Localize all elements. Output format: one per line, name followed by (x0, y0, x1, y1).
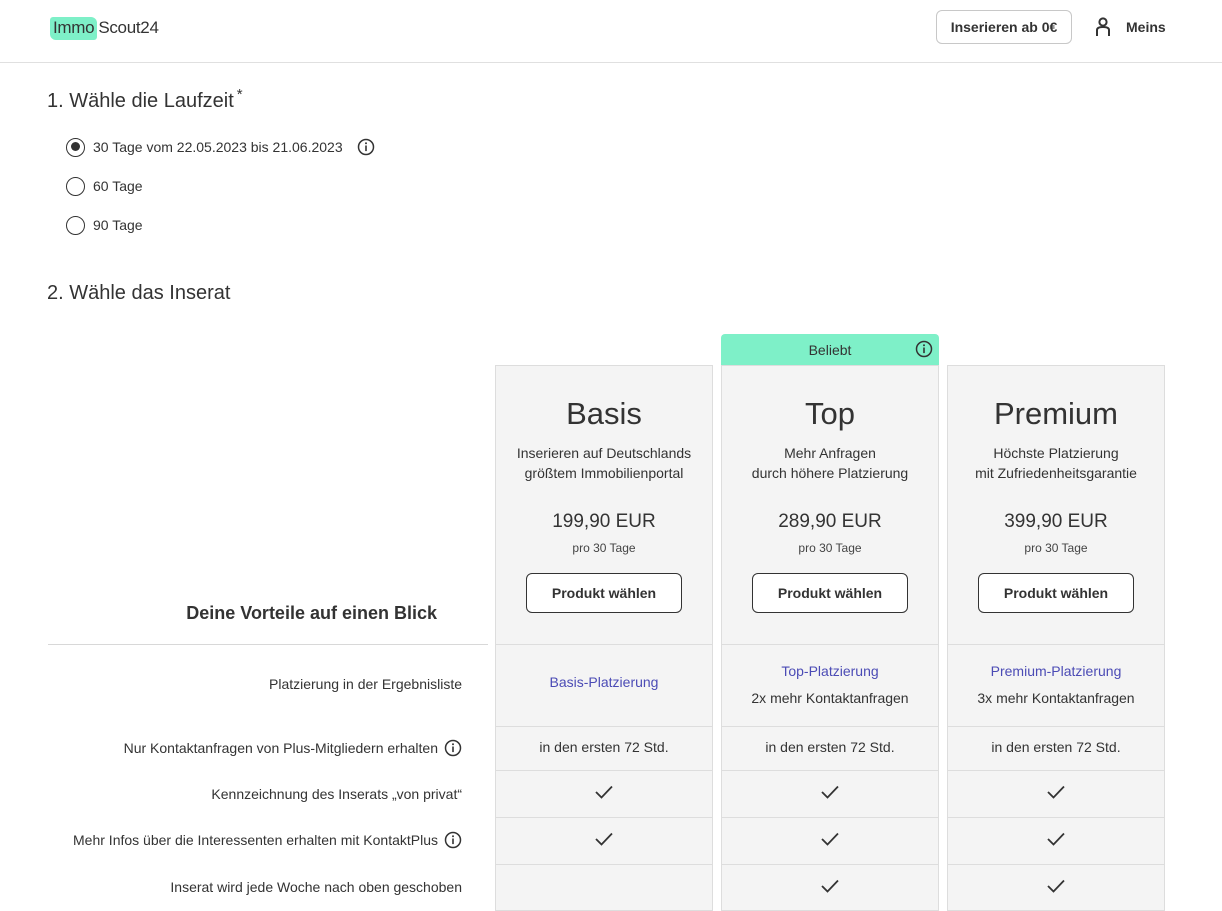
plan-description (496, 443, 712, 483)
listing-section-title: 2. Wähle das Inserat (47, 282, 231, 304)
radio-button[interactable] (66, 216, 85, 235)
logo-immo-text: Immo (50, 17, 97, 40)
plan-period: pro 30 Tage (572, 541, 636, 555)
runtime-title-text: 1. Wähle die Laufzeit (47, 90, 234, 112)
account-menu[interactable] (1094, 10, 1166, 44)
feature-label-placement (269, 676, 462, 692)
placement-link[interactable]: Basis-Platzierung (549, 674, 659, 690)
check-icon (947, 831, 1165, 847)
plus-members-cell-top: in den ersten 72 Std. (765, 739, 895, 755)
placement-subtext: 3x mehr Kontaktanfragen (977, 690, 1135, 706)
runtime-option-90[interactable] (66, 214, 143, 236)
plus-members-cell-premium: in den ersten 72 Std. (991, 739, 1121, 755)
plan-description-line: durch höhere Platzierung (751, 465, 909, 481)
plan-name: Top (805, 396, 855, 431)
plan-price: 199,90 EUR (552, 511, 656, 532)
plus-members-cell-basis: in den ersten 72 Std. (539, 739, 669, 755)
runtime-section-title (47, 86, 243, 113)
check-icon (495, 831, 713, 847)
column-gap (939, 644, 947, 911)
check-icon (947, 878, 1165, 894)
plan-description (948, 443, 1164, 483)
feature-label-text: Nur Kontaktanfragen von Plus-Mitgliedern erhalten (123, 740, 438, 756)
placement-link[interactable]: Top-Platzierung (781, 663, 879, 679)
logo-scout-text: Scout24 (98, 18, 159, 37)
runtime-option-label: 60 Tage (93, 178, 143, 194)
plan-column-premium (947, 365, 1165, 911)
feature-label-text: Platzierung in der Ergebnisliste (269, 676, 462, 692)
row-divider (495, 817, 1165, 818)
info-icon[interactable] (444, 739, 462, 757)
plan-price: 289,90 EUR (778, 511, 882, 532)
check-icon (947, 784, 1165, 800)
row-divider (495, 726, 1165, 727)
placement-subtext: 2x mehr Kontaktanfragen (751, 690, 909, 706)
popular-badge (721, 334, 939, 365)
info-icon[interactable] (915, 340, 933, 358)
choose-premium-button[interactable]: Produkt wählen (978, 573, 1134, 613)
top-header (0, 0, 1222, 63)
user-icon (1094, 17, 1112, 37)
feature-label-private (211, 786, 462, 802)
check-icon (495, 784, 713, 800)
feature-label-plus-members (124, 739, 462, 757)
placement-cell-basis (495, 669, 713, 696)
insert-listing-button[interactable]: Inserieren ab 0€ (936, 10, 1072, 44)
feature-label-text: Inserat wird jede Woche nach oben geschoben (170, 879, 462, 895)
plan-name: Basis (566, 396, 642, 431)
row-divider (495, 770, 1165, 771)
plan-description-line: mit Zufriedenheitsgarantie (975, 465, 1137, 481)
feature-label-text: Kennzeichnung des Inserats „von privat“ (211, 786, 462, 802)
plan-period: pro 30 Tage (1024, 541, 1088, 555)
placement-cell-premium (947, 658, 1165, 712)
required-marker: * (236, 86, 243, 103)
runtime-option-label: 30 Tage vom 22.05.2023 bis 21.06.2023 (93, 139, 343, 155)
divider (48, 644, 488, 645)
radio-button-checked[interactable] (66, 138, 85, 157)
choose-basis-button[interactable]: Produkt wählen (526, 573, 682, 613)
feature-label-text: Mehr Infos über die Interessenten erhalten mit KontaktPlus (73, 832, 438, 848)
feature-label-weekly-push (170, 879, 462, 895)
plan-price: 399,90 EUR (1004, 511, 1108, 532)
account-label: Meins (1126, 19, 1166, 35)
check-icon (721, 878, 939, 894)
immoscout24-logo[interactable] (50, 16, 159, 40)
runtime-option-label: 90 Tage (93, 217, 143, 233)
popular-badge-label: Beliebt (808, 341, 852, 358)
row-divider (495, 864, 1165, 865)
row-divider (495, 644, 1165, 645)
plan-description (722, 443, 938, 483)
plan-description-line: Inserieren auf Deutschlands (516, 445, 692, 461)
runtime-option-30[interactable] (66, 136, 375, 158)
plan-description-line: größtem Immobilienportal (524, 465, 684, 481)
plan-period: pro 30 Tage (798, 541, 862, 555)
check-icon (721, 784, 939, 800)
column-gap (713, 644, 721, 911)
info-icon[interactable] (357, 138, 375, 156)
plan-name: Premium (993, 396, 1118, 431)
plan-column-basis (495, 365, 713, 911)
runtime-option-60[interactable] (66, 175, 143, 197)
choose-top-button[interactable]: Produkt wählen (752, 573, 908, 613)
plan-column-top (721, 365, 939, 911)
placement-cell-top (721, 658, 939, 712)
benefits-title: Deine Vorteile auf einen Blick (186, 603, 437, 623)
check-icon (721, 831, 939, 847)
placement-link[interactable]: Premium-Platzierung (990, 663, 1122, 679)
feature-label-kontaktplus (73, 831, 462, 849)
info-icon[interactable] (444, 831, 462, 849)
plan-description-line: Mehr Anfragen (784, 445, 876, 461)
plan-description-line: Höchste Platzierung (993, 445, 1119, 461)
radio-button[interactable] (66, 177, 85, 196)
